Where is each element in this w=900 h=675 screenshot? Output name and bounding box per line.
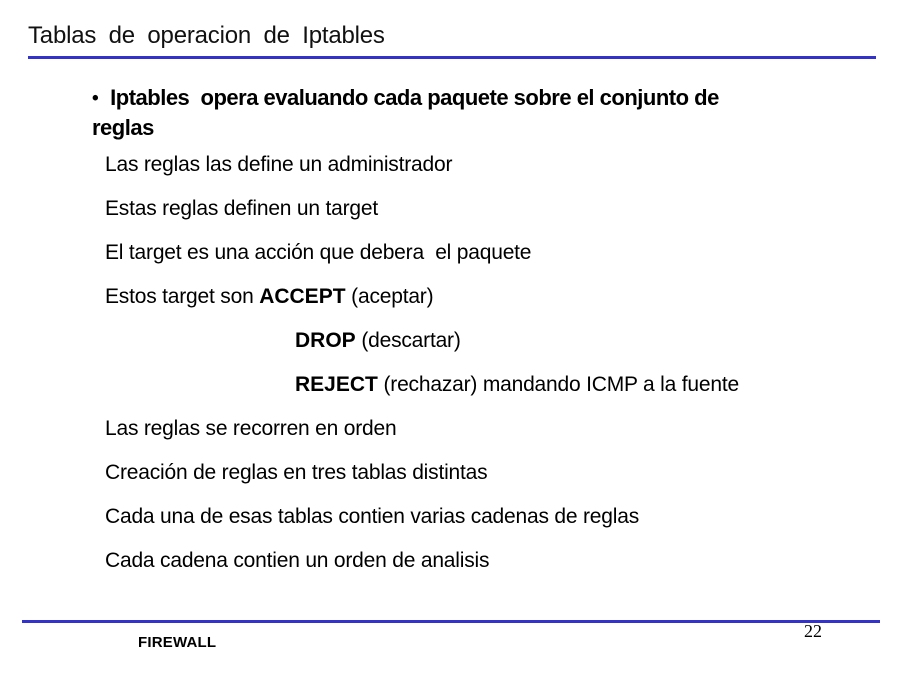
accept-target-keyword: ACCEPT — [259, 285, 346, 308]
body-line: Estas reglas definen un target — [105, 197, 379, 220]
body-line: DROP (descartar) — [295, 329, 461, 352]
slide-title: Tablas de operacion de Iptables — [28, 22, 385, 49]
footer-label: FIREWALL — [138, 634, 217, 651]
body-line: Creación de reglas en tres tablas distintas — [105, 461, 488, 484]
bullet-paragraph-line-1 — [92, 85, 719, 111]
body-line: Las reglas las define un administrador — [105, 153, 453, 176]
bullet-icon: • — [92, 88, 99, 109]
body-line: Las reglas se recorren en orden — [105, 417, 397, 440]
title-divider-line — [28, 56, 876, 59]
page-number: 22 — [804, 621, 822, 641]
reject-target-keyword: REJECT — [295, 373, 378, 396]
bullet-paragraph-line-2: reglas — [92, 115, 154, 140]
body-line: Cada cadena contien un orden de analisis — [105, 549, 490, 572]
drop-target-keyword: DROP — [295, 329, 356, 352]
body-line: El target es una acción que debera el paquete — [105, 241, 532, 264]
body-line: Estos target son ACCEPT (aceptar) — [105, 285, 434, 308]
body-line: REJECT (rechazar) mandando ICMP a la fuente — [295, 373, 739, 396]
bullet-text: Iptables opera evaluando cada paquete sobre el conjunto de — [110, 85, 719, 110]
body-line: Cada una de esas tablas contien varias cadenas de reglas — [105, 505, 639, 528]
footer-divider-line — [22, 620, 880, 623]
